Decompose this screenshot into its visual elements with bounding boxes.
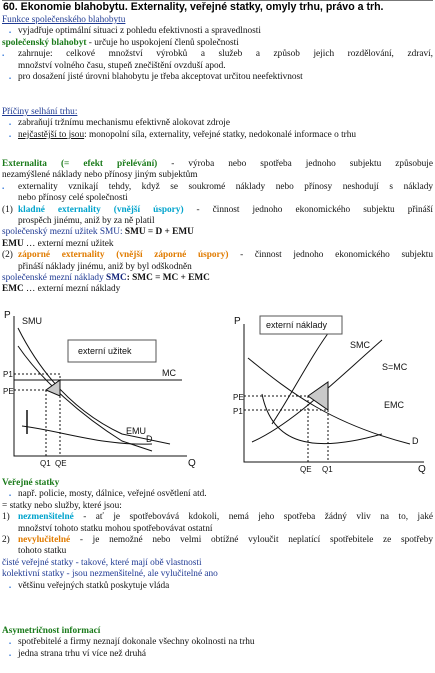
asym-bullet-2: jedna strana trhu ví více než druhá bbox=[18, 648, 147, 659]
right-emc-label: EMC bbox=[384, 400, 404, 410]
public-item-1-rest: - ať je spotřebovává kdokoli, nemá jeho spotřeba žádný vliv na to, jaké bbox=[73, 512, 433, 523]
negative-externality-graph bbox=[232, 314, 432, 474]
externality-heading: Externalita (= efekt přelévání) bbox=[2, 159, 158, 169]
welfare-heading: Funkce společenského blahobytu bbox=[2, 15, 126, 25]
negative-externality-rest: - činnost jednoho ekonomického subjektu bbox=[228, 250, 433, 261]
negative-externality-term: záporné externality (vnější záporné úspory) bbox=[18, 250, 229, 261]
bullet-icon: . bbox=[8, 118, 12, 129]
right-axes bbox=[244, 324, 424, 462]
left-p1-label: P1 bbox=[3, 370, 13, 379]
left-axes bbox=[14, 316, 187, 456]
right-loss-triangle bbox=[308, 382, 328, 410]
welfare-bullet-1: vyjadřuje optimální situaci z pohledu efektivnosti a spravedlnosti bbox=[18, 26, 261, 37]
left-axis-p: P bbox=[4, 310, 11, 321]
welfare-term: společenský blahobyt bbox=[2, 37, 87, 48]
failures-heading: Příčiny selhání trhu: bbox=[2, 107, 78, 117]
left-mc-label: MC bbox=[162, 368, 176, 378]
externality-bullet-1-line-2: nebo přínosy celé společnosti bbox=[18, 193, 128, 204]
externality-section bbox=[2, 159, 433, 296]
externality-heading-rest: - výroba nebo spotřeba jednoho subjektu způsobuje bbox=[157, 159, 433, 169]
right-box-text: externí náklady bbox=[266, 320, 328, 330]
smu-label: společenský mezní užitek SMU: bbox=[2, 227, 125, 238]
bullet-icon: . bbox=[8, 72, 12, 83]
asym-bullet-1: spotřebitelé a firmy neznají dokonale všechny okolnosti na trhu bbox=[18, 637, 255, 648]
welfare-bullet-2-line-2: množství volného času, stupeň znečištění ovzduší apod. bbox=[18, 60, 226, 71]
failures-bullet-2-rest: : monopolní síla, externality, veřejné statky, nedokonalé informace o trhu bbox=[84, 129, 357, 140]
right-pe-label: PE bbox=[233, 393, 244, 402]
bullet-icon: . bbox=[8, 129, 12, 140]
public-item-1-line-2: množství tohoto statku mohou spotřebovávat ostatní bbox=[18, 523, 213, 534]
bullet-icon: . bbox=[8, 637, 12, 648]
left-box-text: externí užitek bbox=[78, 346, 132, 356]
public-bullet-2: většinu veřejných statků poskytuje vláda bbox=[18, 580, 170, 591]
right-axis-q: Q bbox=[418, 464, 426, 474]
public-pure: čisté veřejné statky - takové, které mají obě vlastnosti bbox=[2, 557, 202, 568]
smu-formula: SMU = D + EMU bbox=[124, 227, 194, 238]
failures-bullet-1: zabraňují tržnímu mechanismu efektivně alokovat zdroje bbox=[18, 118, 230, 129]
positive-externality-term: kladné externality (vnější úspory) bbox=[18, 204, 184, 215]
left-emu-label: EMU bbox=[126, 426, 146, 436]
smc-formula: : SMC = MC + EMC bbox=[126, 273, 210, 284]
left-pe-label: PE bbox=[3, 387, 14, 396]
right-p1-label: P1 bbox=[233, 407, 243, 416]
public-heading: Veřejné statky bbox=[2, 478, 60, 488]
public-eq: = statky nebo služby, které jsou: bbox=[2, 500, 122, 511]
emu-rest: … externí mezní užitek bbox=[23, 238, 114, 249]
positive-externality-rest: - činnost jednoho ekonomického subjektu přináší bbox=[183, 204, 433, 215]
asymmetry-section bbox=[2, 626, 433, 660]
right-axis-p: P bbox=[234, 316, 241, 327]
failures-section bbox=[2, 107, 433, 141]
public-bullet-1: např. policie, mosty, dálnice, veřejné osvětlení atd. bbox=[18, 489, 207, 500]
item-number: (2) bbox=[2, 250, 13, 261]
right-smc-label: SMC bbox=[350, 340, 370, 350]
smc-label: společenské mezní náklady bbox=[2, 273, 107, 284]
right-p1-projection bbox=[244, 410, 328, 462]
left-smu-label: SMU bbox=[22, 316, 42, 326]
welfare-term-rest: - určuje ho uspokojení členů společnosti bbox=[86, 37, 239, 48]
right-q1-label: Q1 bbox=[322, 465, 333, 474]
welfare-bullet-2-line-1: zahrnuje: celkové množství výrobků a služeb a způsob jejich rozdělování, zdraví, bbox=[18, 49, 433, 60]
emc-abbr: EMC bbox=[2, 284, 24, 295]
public-item-2-term: nevylučitelné bbox=[18, 535, 71, 546]
right-qe-label: QE bbox=[300, 465, 312, 474]
left-axis-q: Q bbox=[188, 458, 196, 469]
item-number: 2) bbox=[2, 535, 10, 546]
externality-bullet-1-line-1: externality vznikají tehdy, když se soukromé náklady nebo přínosy neshodují s náklady bbox=[18, 181, 433, 192]
externality-heading-line-2: nezamýšlené náklady nebo přínosy jiným subjektům bbox=[2, 170, 198, 181]
left-qe-label: QE bbox=[55, 459, 67, 468]
item-number: (1) bbox=[2, 204, 13, 215]
public-goods-section bbox=[2, 478, 433, 592]
failures-bullet-2-underlined: nejčastější to jsou bbox=[18, 129, 85, 140]
left-q1-label: Q1 bbox=[40, 459, 51, 468]
bullet-icon: . bbox=[8, 580, 12, 591]
welfare-bullet-3: pro dosažení jisté úrovni blahobytu je třeba akceptovat určitou neefektivnost bbox=[18, 72, 303, 83]
right-mc-label: S=MC bbox=[382, 362, 408, 372]
positive-externality-graph bbox=[2, 306, 202, 474]
asym-heading: Asymetričnost informací bbox=[2, 626, 101, 636]
left-d-label: D bbox=[146, 434, 153, 444]
page-title: 60. Ekonomie blahobytu. Externality, veřejné statky, omyly trhu, právo a trh. bbox=[3, 1, 384, 13]
smc-abbr: SMC bbox=[106, 273, 127, 284]
negative-externality-line-2: přináší náklady jinému, aniž by byl odškodněn bbox=[18, 261, 192, 272]
positive-externality-line-2: prospěch jinému, aniž by za ně platil bbox=[18, 216, 155, 227]
public-item-2-line-2: tohoto statku bbox=[18, 546, 67, 557]
emu-abbr: EMU bbox=[2, 238, 24, 249]
right-d-label: D bbox=[412, 436, 419, 446]
bullet-icon: . bbox=[8, 489, 12, 500]
bullet-icon: . bbox=[8, 26, 12, 37]
public-item-1-term: nezmenšitelné bbox=[18, 512, 74, 523]
emc-rest: … externí mezní náklady bbox=[23, 284, 121, 295]
welfare-section bbox=[2, 15, 433, 83]
bullet-icon: . bbox=[2, 49, 5, 60]
bullet-icon: . bbox=[8, 648, 12, 659]
item-number: 1) bbox=[2, 512, 10, 523]
bullet-icon: . bbox=[2, 181, 5, 192]
public-collective: kolektivní statky - jsou nezmenšitelné, ale vylučitelné ano bbox=[2, 569, 218, 580]
public-item-2-rest: - je nemožné nebo velmi obtížné vyloučit neplatící spotřebitele ze spotřeby bbox=[70, 535, 433, 546]
